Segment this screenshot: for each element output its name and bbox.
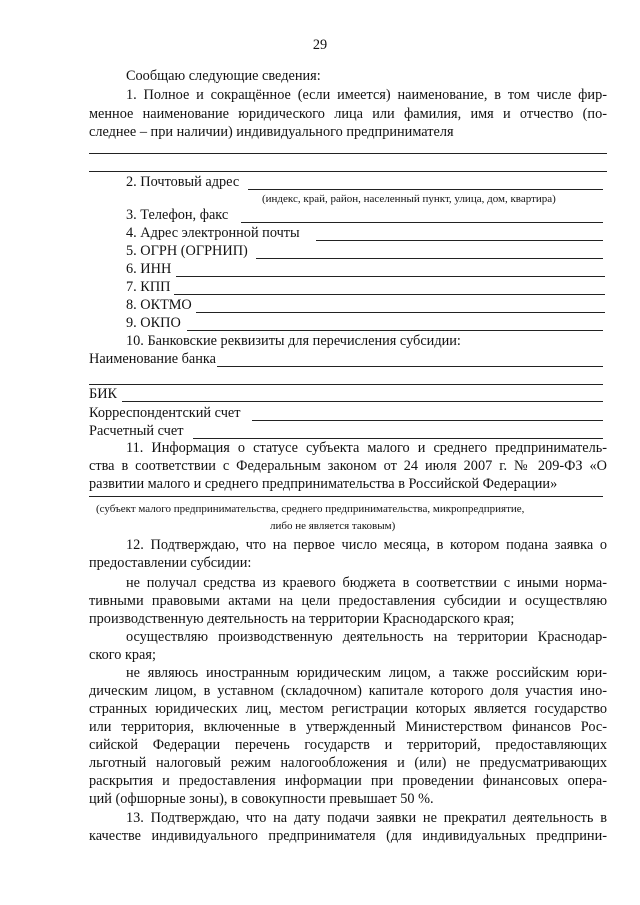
item1-line2: менное наименование юридического лица или фамилия, имя и отчество (по- bbox=[89, 106, 607, 122]
email-label: 4. Адрес электронной почты bbox=[126, 225, 300, 241]
postal-address-field[interactable] bbox=[248, 189, 603, 190]
page-number: 29 bbox=[312, 37, 328, 53]
corr-account-label: Корреспондентский счет bbox=[89, 405, 241, 421]
item11-line2: ства в соответствии с Федеральным законом от 24 июля 2007 г. № 209-ФЗ «О bbox=[89, 458, 607, 474]
kpp-field[interactable] bbox=[174, 294, 605, 295]
ogrn-label: 5. ОГРН (ОГРНИП) bbox=[126, 243, 248, 259]
bik-field[interactable] bbox=[122, 401, 603, 402]
bank-name-field[interactable] bbox=[217, 366, 603, 367]
sme-status-hint-2: либо не является таковым) bbox=[270, 520, 396, 532]
item12-p3-line4: или территория, включенные в утвержденный Министерством финансов Рос- bbox=[89, 719, 607, 735]
kpp-label: 7. КПП bbox=[126, 279, 171, 295]
settlement-account-label: Расчетный счет bbox=[89, 423, 184, 439]
item12-p1-line1: не получал средства из краевого бюджета в соответствии с иными норма- bbox=[126, 575, 607, 591]
bank-details-title: 10. Банковские реквизиты для перечисления субсидии: bbox=[126, 333, 461, 349]
item12-p3-line8: ций (офшорные зоны), в совокупности превышает 50 %. bbox=[89, 791, 434, 807]
inn-label: 6. ИНН bbox=[126, 261, 172, 277]
item12-p3-line1: не являюсь иностранным юридическим лицом, а также российским юри- bbox=[126, 665, 607, 681]
item12-p3-line3: странных юридических лиц, местом регистрации которых является государство bbox=[89, 701, 607, 717]
item1-line3: следнее – при наличии) индивидуального предпринимателя bbox=[89, 124, 454, 140]
inn-field[interactable] bbox=[176, 276, 605, 277]
item1-answer-line-1[interactable] bbox=[89, 153, 607, 154]
intro-text: Сообщаю следующие сведения: bbox=[126, 68, 321, 84]
item12-p3-line2: дическим лицом, в уставном (складочном) капитале которого доля участия ино- bbox=[89, 683, 607, 699]
item12-line2: предоставлении субсидии: bbox=[89, 555, 252, 571]
oktmo-label: 8. ОКТМО bbox=[126, 297, 192, 313]
bik-label: БИК bbox=[89, 386, 118, 402]
item12-p3-line7: раскрытия и предоставления информации при проведении финансовых опера- bbox=[89, 773, 607, 789]
okpo-label: 9. ОКПО bbox=[126, 315, 181, 331]
item12-line1: 12. Подтверждаю, что на первое число месяца, в котором подана заявка о bbox=[126, 537, 607, 553]
item1-line1: 1. Полное и сокращённое (если имеется) наименование, в том числе фир- bbox=[126, 87, 607, 103]
item12-p2-line2: ского края; bbox=[89, 647, 156, 663]
postal-address-label: 2. Почтовый адрес bbox=[126, 174, 240, 190]
oktmo-field[interactable] bbox=[196, 312, 605, 313]
bank-name-field-2[interactable] bbox=[89, 384, 603, 385]
corr-account-field[interactable] bbox=[252, 420, 603, 421]
settlement-account-field[interactable] bbox=[193, 438, 603, 439]
ogrn-field[interactable] bbox=[256, 258, 603, 259]
email-field[interactable] bbox=[316, 240, 603, 241]
item11-line3: развитии малого и среднего предпринимательства в Российской Федерации» bbox=[89, 476, 558, 492]
item12-p2-line1: осуществляю производственную деятельность на территории Краснодар- bbox=[126, 629, 607, 645]
item12-p3-line6: льготный налоговый режим налогообложения и (или) не предусматривающих bbox=[89, 755, 607, 771]
postal-address-hint: (индекс, край, район, населенный пункт, улица, дом, квартира) bbox=[262, 193, 556, 205]
item12-p1-line3: производственную деятельность на территории Краснодарского края; bbox=[89, 611, 515, 627]
phone-fax-label: 3. Телефон, факс bbox=[126, 207, 229, 223]
sme-status-field[interactable] bbox=[89, 496, 603, 497]
phone-fax-field[interactable] bbox=[241, 222, 603, 223]
item12-p1-line2: тивными правовыми актами на цели предоставления субсидии и осуществляю bbox=[89, 593, 607, 609]
item13-line1: 13. Подтверждаю, что на дату подачи заявки не прекратил деятельность в bbox=[126, 810, 607, 826]
item13-line2: качестве индивидуального предпринимателя (для индивидуальных предприни- bbox=[89, 828, 607, 844]
item11-line1: 11. Информация о статусе субъекта малого и среднего предприниматель- bbox=[126, 440, 607, 456]
bank-name-label: Наименование банка bbox=[89, 351, 216, 367]
okpo-field[interactable] bbox=[187, 330, 603, 331]
sme-status-hint-1: (субъект малого предпринимательства, среднего предпринимательства, микропредприятие, bbox=[96, 503, 525, 515]
item1-answer-line-2[interactable] bbox=[89, 171, 607, 172]
item12-p3-line5: сийской Федерации перечень государств и территорий, предоставляющих bbox=[89, 737, 607, 753]
